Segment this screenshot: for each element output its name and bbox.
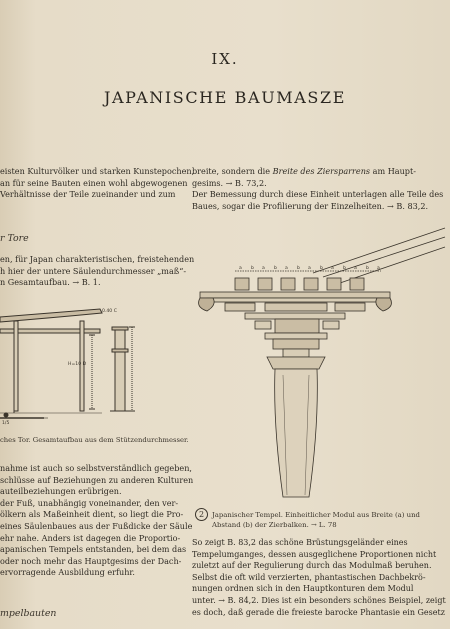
dim-label: b (274, 266, 277, 271)
text-line: nahme ist auch so selbstverständlich gegeben, (0, 463, 192, 473)
dim-label: b (320, 266, 323, 271)
text-line: en, für Japan charakteristischen, freistehenden (0, 254, 195, 264)
text-line: Baues, sogar die Profilierung der Einzelheiten. → B. 83,2. (192, 200, 429, 211)
text-line: Tempelumganges, dessen ausgeglichene Proportionen nicht (192, 549, 437, 559)
left-tore-text (0, 254, 195, 289)
torii-height-label: H=10 D (68, 362, 87, 367)
text-line: zuletzt auf der Regulierung durch das Modulmaß beruhen. (192, 561, 432, 571)
text-span: breite, sondern die (192, 166, 273, 176)
right-intro (192, 166, 447, 212)
text-line: unter. → B. 84,2. Dies ist ein besonders schönes Beispiel, zeigt (192, 595, 446, 605)
text-line: So zeigt B. 83,2 das schöne Brüstungsgeländer eines (192, 538, 408, 547)
temple-caption (195, 508, 420, 530)
dim-label: a (239, 266, 242, 271)
text-line: apanischen Tempels entstanden, bei dem das (0, 544, 187, 555)
dim-label: a (308, 266, 311, 271)
text-span-italic: Breite des Ziersparrens (272, 166, 371, 176)
text-line: der Fuß, unabhängig voneinander, den ver- (0, 497, 179, 508)
temple-column-figure (195, 225, 447, 500)
caption-line: Abstand (b) der Zierbalken. → L. 78 (212, 521, 337, 529)
dimension-labels (239, 265, 380, 271)
section-heading-tore: r Tore (0, 233, 29, 244)
text-line: n Gesamtaufbau. → B. 1. (0, 277, 101, 288)
dim-label: a (285, 266, 288, 271)
text-line: ölkern als Maßeinheit dient, so liegt die Pro- (0, 509, 184, 520)
left-intro (0, 166, 195, 201)
text-line: Der Bemessung durch diese Einheit unterlagen alle Teile des (192, 189, 444, 200)
text-line: Selbst die oft wild verzierten, phantastischen Dachbekrö- (192, 572, 426, 582)
dim-label: a (354, 266, 357, 271)
torii-scale-label: 1/5 (2, 421, 10, 425)
text-line: Verhältnisse der Teile zueinander und zum (0, 189, 176, 200)
text-line: an für seine Bauten einen wohl abgewogenen (0, 177, 188, 188)
dim-label: a (331, 266, 334, 271)
text-line: gesims. → B. 73,2. (192, 177, 267, 188)
text-span: am Haupt- (370, 166, 416, 176)
chapter-title: JAPANISCHE BAUMASZE (104, 88, 346, 107)
text-line: nungen ordnen sich in den Hauptkonturen dem Modul (192, 584, 414, 594)
text-line: auteilbeziehungen erübrigen. (0, 486, 122, 497)
dim-label: b (251, 266, 254, 271)
text-line: eisten Kulturvölker und starken Kunstepochen, (0, 166, 195, 176)
right-body (192, 537, 447, 618)
text-line: schlüsse auf Beziehungen zu anderen Kulturen (0, 474, 194, 485)
dim-label: b (297, 266, 300, 271)
chapter-number: IX. (211, 50, 239, 68)
left-body (0, 463, 194, 579)
text-line: eines Säulenbaues aus der Fußdicke der Säule (0, 520, 193, 531)
dim-label: b (366, 266, 369, 271)
dim-label: a (377, 266, 380, 271)
torii-caption: ches Tor. Gesamtaufbau aus dem Stützendurchmesser. (0, 436, 189, 444)
text-line: ehr nahe. Anders ist dagegen die Proportio- (0, 532, 181, 543)
text-line: es doch, daß gerade die freieste barocke Phantasie ein Gesetz (192, 607, 445, 617)
caption-line: Japanischer Tempel. Einheitlicher Modul aus Breite (a) und (212, 511, 420, 519)
text-line: ervorragende Ausbildung erfuhr. (0, 567, 135, 578)
text-line: h hier der untere Säulendurchmesser „maß“- (0, 265, 187, 276)
torii-figure (0, 305, 180, 425)
text-line: oder noch mehr das Hauptgesims der Dach- (0, 555, 182, 566)
section-heading-tempel: mpelbauten (0, 608, 57, 619)
figure-number: 2 (195, 508, 208, 521)
dim-label: b (343, 266, 346, 271)
torii-small-label: 0.40 C (102, 309, 117, 314)
dim-label: a (262, 266, 265, 271)
